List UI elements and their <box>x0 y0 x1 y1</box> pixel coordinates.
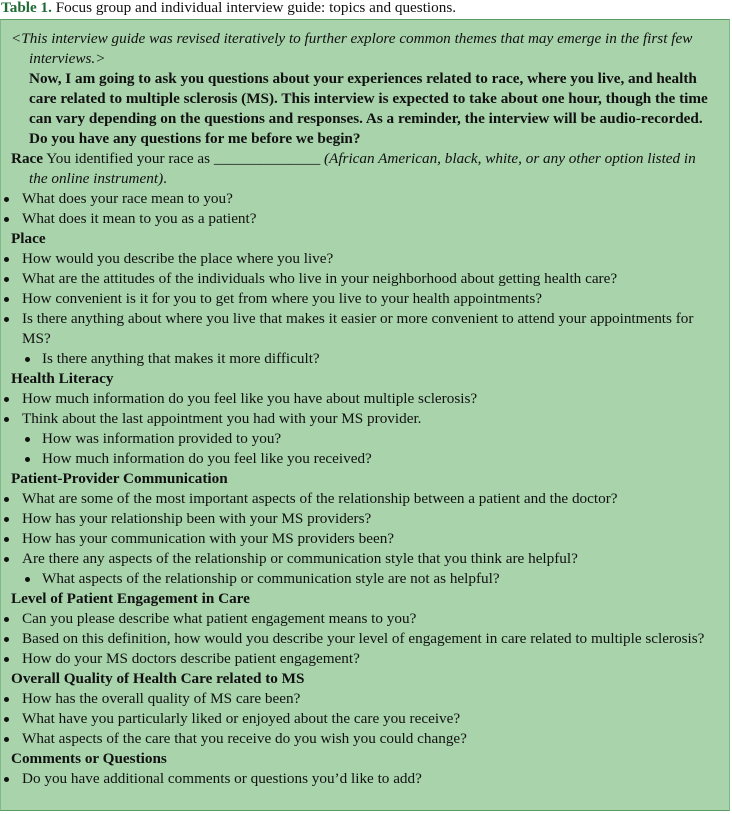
question-item: How has your relationship been with your MS providers? <box>1 509 719 529</box>
sub-question-item: How much information do you feel like you received? <box>1 449 719 469</box>
table-caption-text: Focus group and individual interview guide: topics and questions. <box>55 0 457 16</box>
question-item: What are the attitudes of the individuals who live in your neighborhood about getting health care? <box>1 269 719 289</box>
race-section <box>11 149 715 189</box>
section-heading-communication: Patient-Provider Communication <box>11 470 228 487</box>
question-item: How has the overall quality of MS care been? <box>1 689 719 709</box>
question-item: How has your communication with your MS providers been? <box>1 529 719 549</box>
question-item: How convenient is it for you to get from where you live to your health appointments? <box>1 289 719 309</box>
interview-guide-panel <box>0 19 730 811</box>
race-options: (African American, black, white, or any other option listed in the online instrument) <box>29 150 696 187</box>
sub-question-item: How was information provided to you? <box>1 429 719 449</box>
question-item: How do your MS doctors describe patient engagement? <box>1 649 719 669</box>
question-item: What does it mean to you as a patient? <box>1 209 719 229</box>
race-prompt: You identified your race as ______________ <box>46 150 321 167</box>
question-item: Based on this definition, how would you describe your level of engagement in care related to multiple sclerosis? <box>1 629 719 649</box>
question-item: Are there any aspects of the relationship or communication style that you think are helpful? <box>1 549 719 569</box>
question-item: How much information do you feel like you have about multiple sclerosis? <box>1 389 719 409</box>
question-item: What have you particularly liked or enjoyed about the care you receive? <box>1 709 719 729</box>
section-heading-place: Place <box>11 230 46 247</box>
section-heading-comments: Comments or Questions <box>11 750 167 767</box>
question-item: Do you have additional comments or questions you’d like to add? <box>1 769 719 789</box>
race-end: . <box>163 170 167 187</box>
table-caption <box>0 0 732 19</box>
section-heading-engagement: Level of Patient Engagement in Care <box>11 590 250 607</box>
question-item: What aspects of the care that you receive do you wish you could change? <box>1 729 719 749</box>
sub-question-item: Is there anything that makes it more difficult? <box>1 349 719 369</box>
table-caption-label: Table 1. <box>1 0 52 16</box>
section-heading-quality: Overall Quality of Health Care related to MS <box>11 670 305 687</box>
section-heading-health-literacy: Health Literacy <box>11 370 114 387</box>
question-item: What are some of the most important aspects of the relationship between a patient and the doctor? <box>1 489 719 509</box>
sub-question-item: What aspects of the relationship or communication style are not as helpful? <box>1 569 719 589</box>
question-item: Is there anything about where you live that makes it easier or more convenient to attend your appointments for MS? <box>1 309 719 349</box>
revision-note: <This interview guide was revised iteratively to further explore common themes that may emerge in the first few interviews.> <box>11 30 693 67</box>
section-heading-race: Race <box>11 150 44 167</box>
question-item: How would you describe the place where you live? <box>1 249 719 269</box>
question-item: Think about the last appointment you had with your MS provider. <box>1 409 719 429</box>
question-item: What does your race mean to you? <box>1 189 719 209</box>
intro-statement: Now, I am going to ask you questions about your experiences related to race, where you live, and health care related to multiple sclerosis (MS). This interview is expected to take about one hour, though the time can vary depending on the questions and responses. As a reminder, the interview will be audio-recorded. Do you have any questions for me before we begin? <box>29 70 708 147</box>
question-item: Can you please describe what patient engagement means to you? <box>1 609 719 629</box>
